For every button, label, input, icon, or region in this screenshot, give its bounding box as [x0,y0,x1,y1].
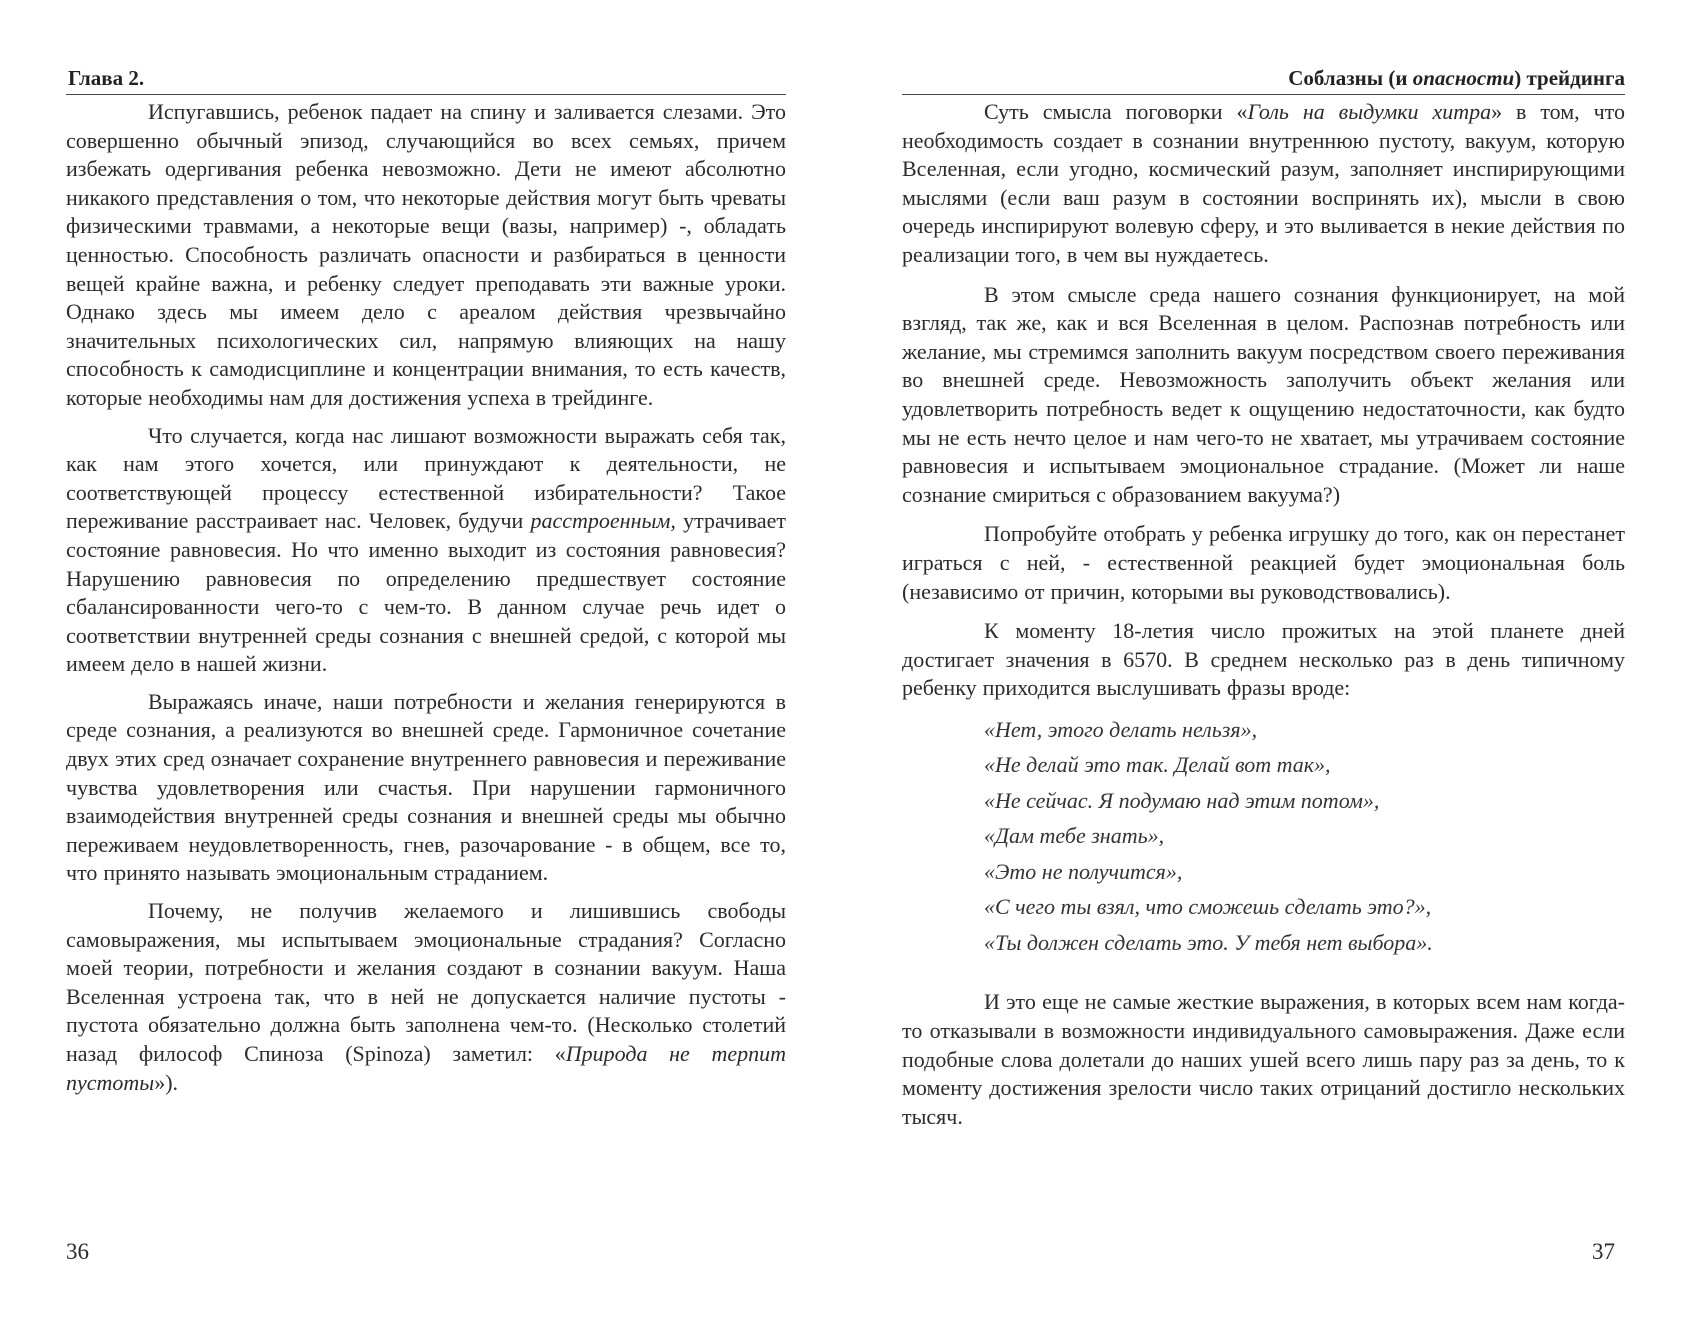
chapter-title: Глава 2. [68,66,145,90]
paragraph-text: Суть смысла поговорки « [984,99,1248,124]
paragraph [902,98,1625,270]
emphasis-text: Природа не терпит пустоты [66,1041,787,1095]
paragraph: К моменту 18-летия число прожитых на этой планете дней достигает значения в 6570. В среднем несколько раз в день типичному ребенку приходится выслушивать фразы вроде: [902,618,1625,701]
right-running-header [902,64,1625,95]
emphasis-text: расстроенным, [530,508,676,534]
emphasis-text: Голь на выдумки хитра [1247,99,1492,124]
paragraph-text: утрачивает состояние равновесия. Но что именно выходит из состояния равновесия? Нарушению равновесия по определению предшествует состояние сбалансированности чего-то с чем-то. В данном случае речь идет о соответствии внутренней среды сознания с внешней средой, с которой мы имеем дело в нашей жизни. [66,508,786,677]
quote-item: «Не сейчас. Я подумаю над этим потом», [984,787,1380,813]
quote-item: «Ты должен сделать это. У тебя нет выбора». [984,929,1433,955]
quote-item: «Нет, этого делать нельзя», [984,716,1258,742]
left-page [66,0,786,1330]
quote-item: «Дам тебе знать», [984,823,1165,849]
book-title-emphasis: опасности [1412,66,1515,90]
paragraph: Попробуйте отобрать у ребенка игрушку до того, как он перестанет играться с ней, - естественной реакцией будет эмоциональная боль (независимо от причин, которыми вы руководствовались). [902,521,1625,604]
paragraph: И это еще не самые жесткие выражения, в которых всем нам когда-то отказывали в возможности индивидуального самовыражения. Даже если подобные слова долетали до наших ушей всего лишь пару раз за день, то к моменту достижения зрелости число таких отрицаний достигло нескольких тысяч. [902,989,1625,1129]
paragraph [66,897,786,1097]
left-page-body [66,98,786,1106]
paragraph-text: Что случается, когда нас лишают возможности выражать себя так, как нам этого хочется, или принуждают к деятельности, не соответствующей процессу естественной избирательности? Такое переживание расстраивает нас. Человек, будучи [66,422,786,534]
book-title-part: Соблазны (и [1288,66,1413,90]
left-running-header [66,64,786,95]
quote-item: «С чего ты взял, что сможешь сделать это?», [984,894,1432,920]
paragraph-text: »). [154,1069,179,1095]
paragraph [66,422,786,679]
paragraph: Испугавшись, ребенок падает на спину и заливается слезами. Это совершенно обычный эпизод, случающийся во всех семьях, причем избежать одергивания ребенка невозможно. Дети не имеют абсолютно никакого представления о том, что некоторые действия могут быть чреваты физическими травмами, а некоторые вещи (вазы, например) -, обладать ценностью. Способность различать опасности и разбираться в ценности вещей крайне важна, и ребенку следует преподавать эти важные уроки. Однако здесь мы имеем дело с ареалом действия чрезвычайно значительных психологических сил, напрямую влияющих на нашу способность к самодисциплине и концентрации внимания, то есть качеств, которые необходимы нам для достижения успеха в трейдинге. [66,99,786,410]
right-page [902,0,1625,1330]
paragraph: Выражаясь иначе, наши потребности и желания генерируются в среде сознания, а реализуются во внешней среде. Гармоничное сочетание двух этих сред означает сохранение внутреннего равновесия и переживание чувства удовлетворения или счастья. При нарушении гармоничного взаимодействия внутренней среды сознания и внешней среды мы обычно переживаем неудовлетворенность, гнев, разочарование - в общем, все то, что принято называть эмоциональным страданием. [66,688,786,886]
quote-item: «Не делай это так. Делай вот так», [984,752,1331,778]
book-title-part: ) трейдинга [1514,66,1625,90]
paragraph-text: » в том, что необходимость создает в сознании внутреннюю пустоту, вакуум, которую Вселенная, если угодно, космический разум, заполняет инспирирующими мыслями (если ваш разум в состоянии воспринять их), мысли в свою очередь инспирируют волевую сферу, и это выливается в некие действия по реализации того, в чем вы нуждаетесь. [902,99,1625,267]
page-number: 36 [66,1239,89,1264]
paragraph: В этом смысле среда нашего сознания функционирует, на мой взгляд, так же, как и вся Вселенная в целом. Распознав потребность или желание, мы стремимся заполнить вакуум посредством своего переживания во внешней среде. Невозможность заполучить объект желания или удовлетворить потребность ведет к ощущению недостаточности, как будто мы не есть нечто целое и нам чего-то не хватает, мы утрачиваем состояние равновесия и испытываем эмоциональное страдание. (Может ли наше сознание смириться с образованием вакуума?) [902,281,1625,507]
paragraph-text: Почему, не получив желаемого и лишившись свободы самовыражения, мы испытываем эмоциональные страдания? Согласно моей теории, потребности и желания создают в сознании вакуум. Наша Вселенная устроена так, что в ней не допускается наличие пустоты - пустота обязательно должна быть заполнена чем-то. (Несколько столетий назад философ Спиноза (Spinoza) заметил: « [66,898,786,1066]
page-number: 37 [1592,1239,1615,1264]
right-page-body [902,98,1625,1140]
quote-list [984,712,1625,961]
quote-item: «Это не получится», [984,858,1183,884]
book-title [1288,64,1625,92]
